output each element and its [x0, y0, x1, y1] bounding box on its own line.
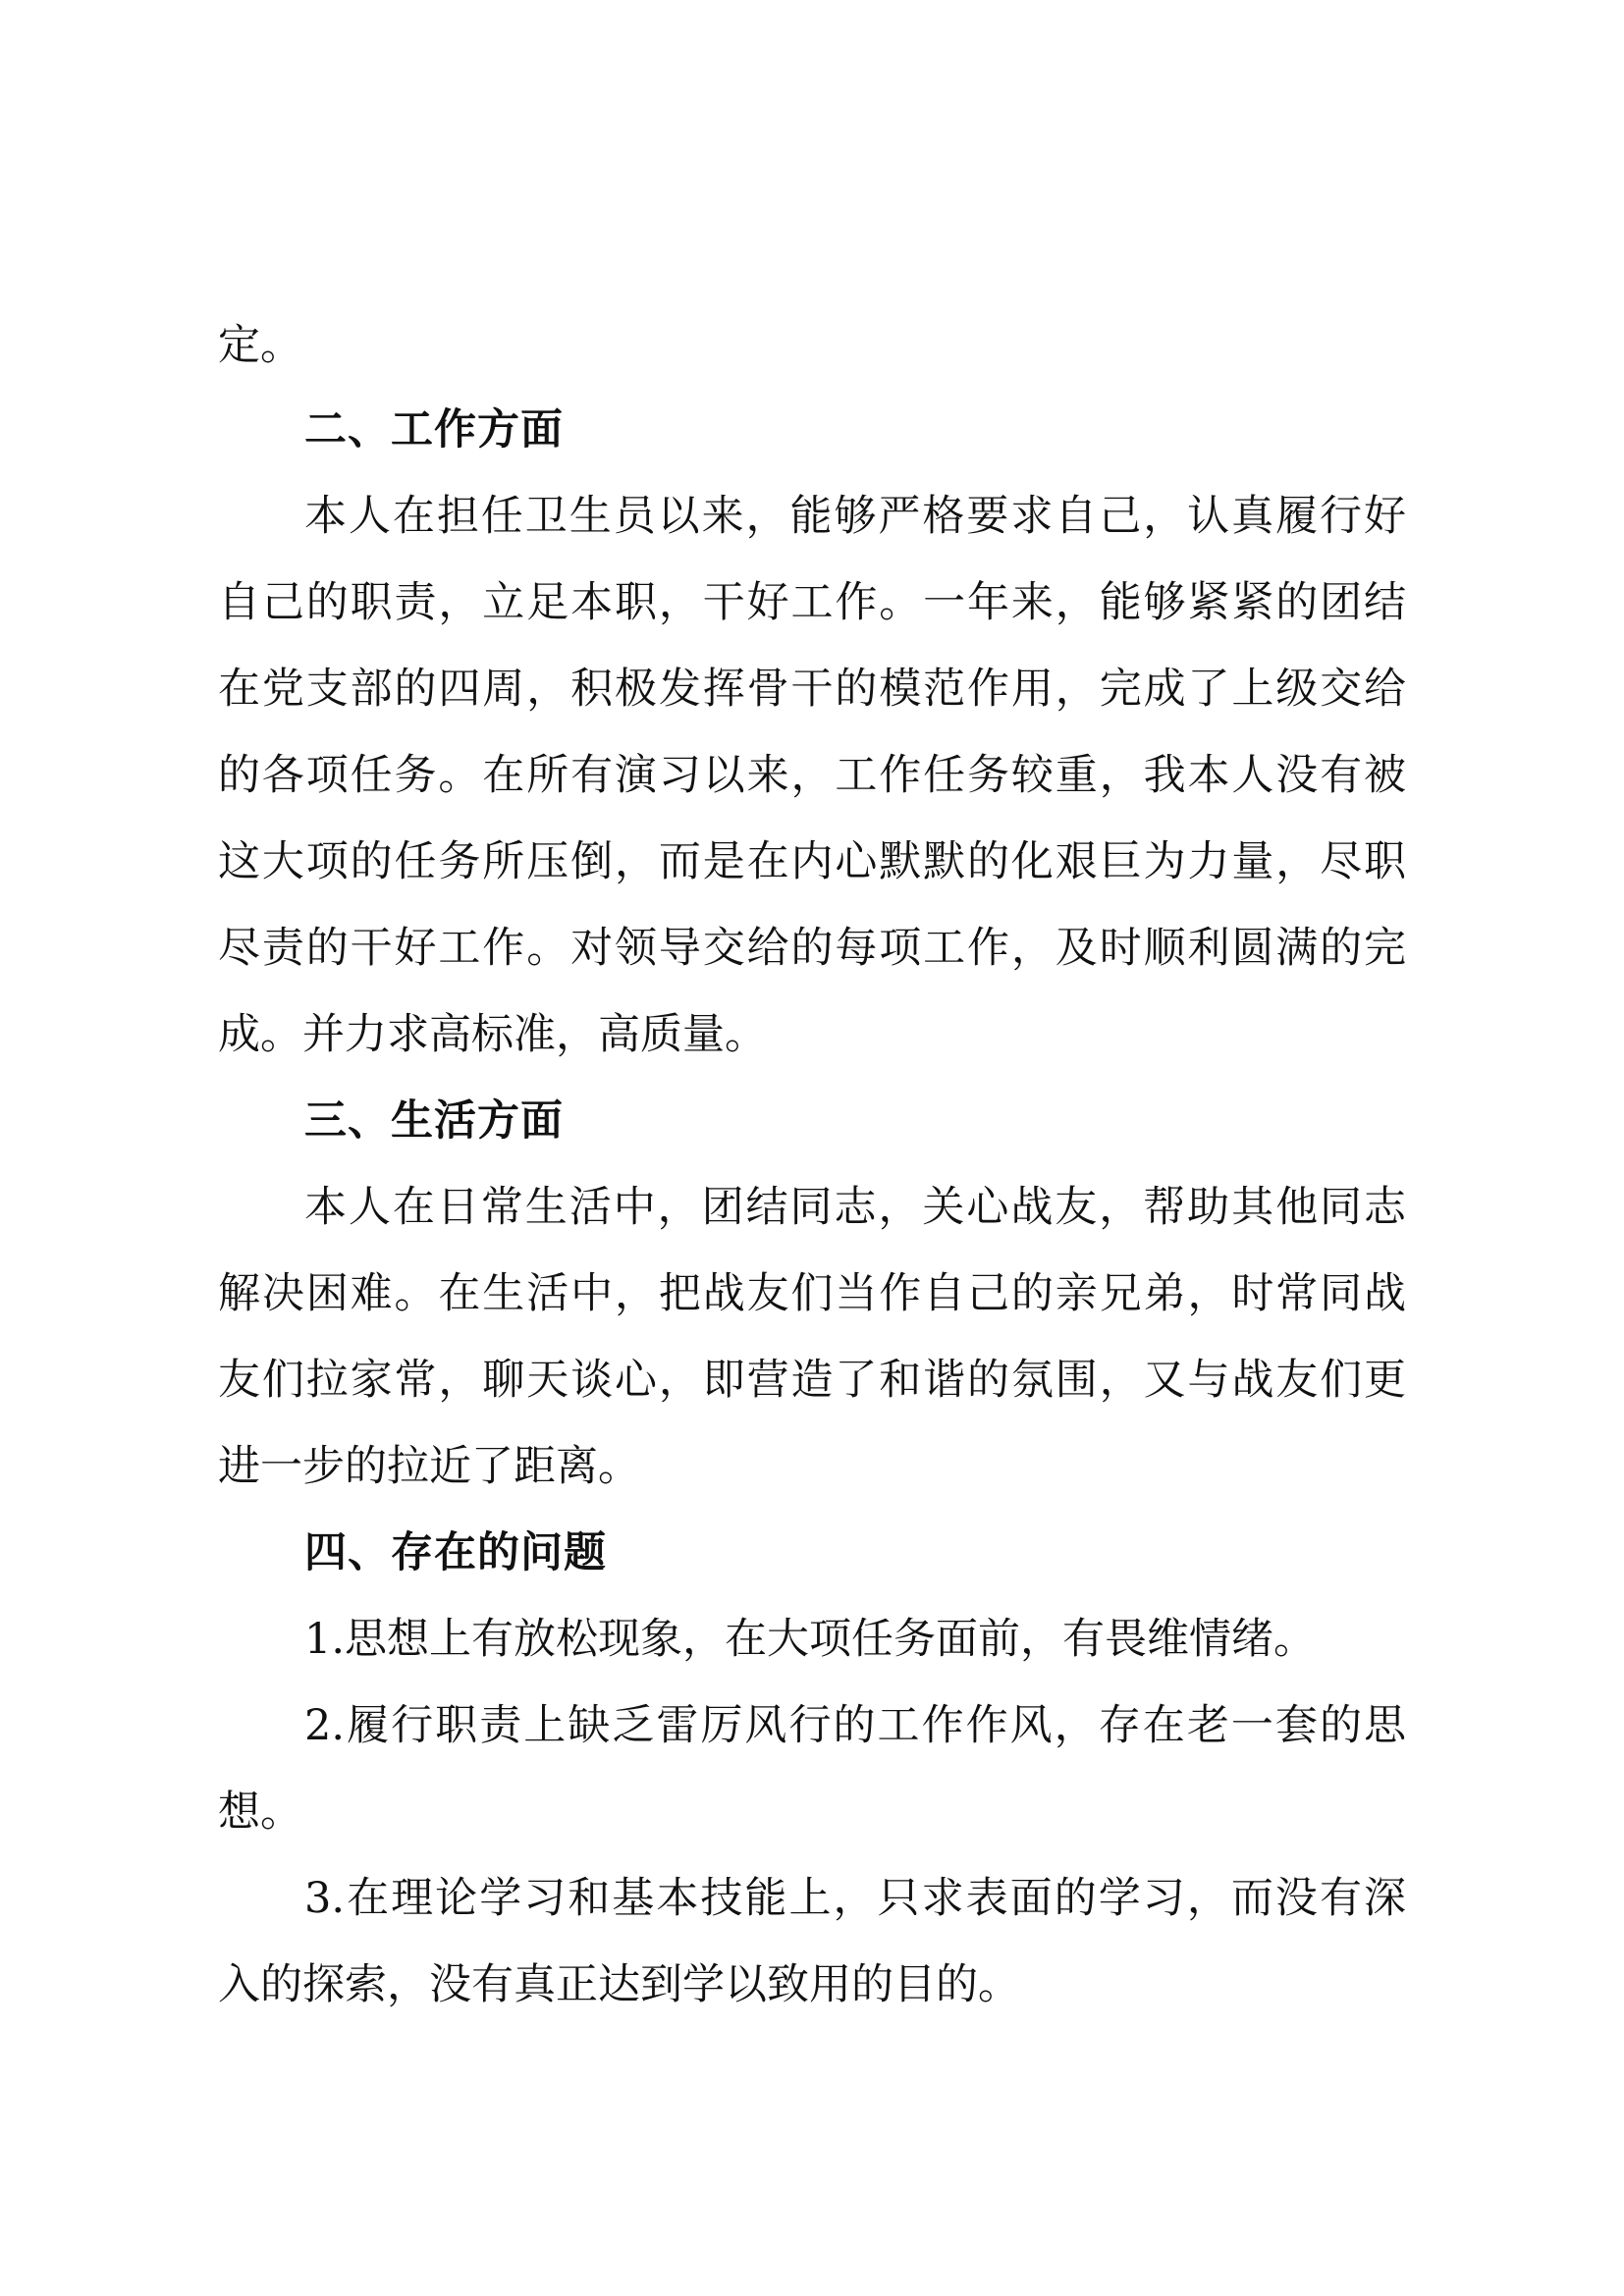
paragraph-line: 本人在担任卫生员以来，能够严格要求自己，认真履行好 [304, 492, 1406, 541]
paragraph-line: 这大项的任务所压倒，而是在内心默默的化艰巨为力量，尽职 [218, 837, 1406, 886]
paragraph-line: 定。 [218, 321, 302, 370]
list-item-line: 2.履行职责上缺乏雷厉风行的工作作风，存在老一套的思 [304, 1701, 1406, 1750]
paragraph-line: 友们拉家常，聊天谈心，即营造了和谐的氛围，又与战友们更 [218, 1356, 1406, 1405]
section-heading-problems: 四、存在的问题 [304, 1528, 607, 1577]
list-item-line: 入的探索，没有真正达到学以致用的目的。 [218, 1960, 1020, 2009]
list-item-line: 1.思想上有放松现象，在大项任务面前，有畏维情绪。 [304, 1615, 1317, 1664]
paragraph-line: 成。并力求高标准，高质量。 [218, 1010, 767, 1059]
paragraph-line: 自己的职责，立足本职，干好工作。一年来，能够紧紧的团结 [218, 578, 1406, 627]
paragraph-line: 在党支部的四周，积极发挥骨干的模范作用，完成了上级交给 [218, 665, 1406, 714]
paragraph-line: 的各项任务。在所有演习以来，工作任务较重，我本人没有被 [218, 751, 1406, 800]
paragraph-line: 尽责的干好工作。对领导交给的每项工作，及时顺利圆满的完 [218, 924, 1406, 973]
section-heading-life: 三、生活方面 [304, 1096, 564, 1146]
list-item-line: 3.在理论学习和基本技能上，只求表面的学习，而没有深 [304, 1874, 1406, 1923]
paragraph-line: 进一步的拉近了距离。 [218, 1442, 640, 1491]
list-item-line: 想。 [218, 1788, 302, 1837]
section-heading-work: 二、工作方面 [304, 405, 564, 454]
paragraph-line: 解决困难。在生活中，把战友们当作自己的亲兄弟，时常同战 [218, 1269, 1406, 1318]
paragraph-line: 本人在日常生活中，团结同志，关心战友，帮助其他同志 [304, 1183, 1406, 1232]
